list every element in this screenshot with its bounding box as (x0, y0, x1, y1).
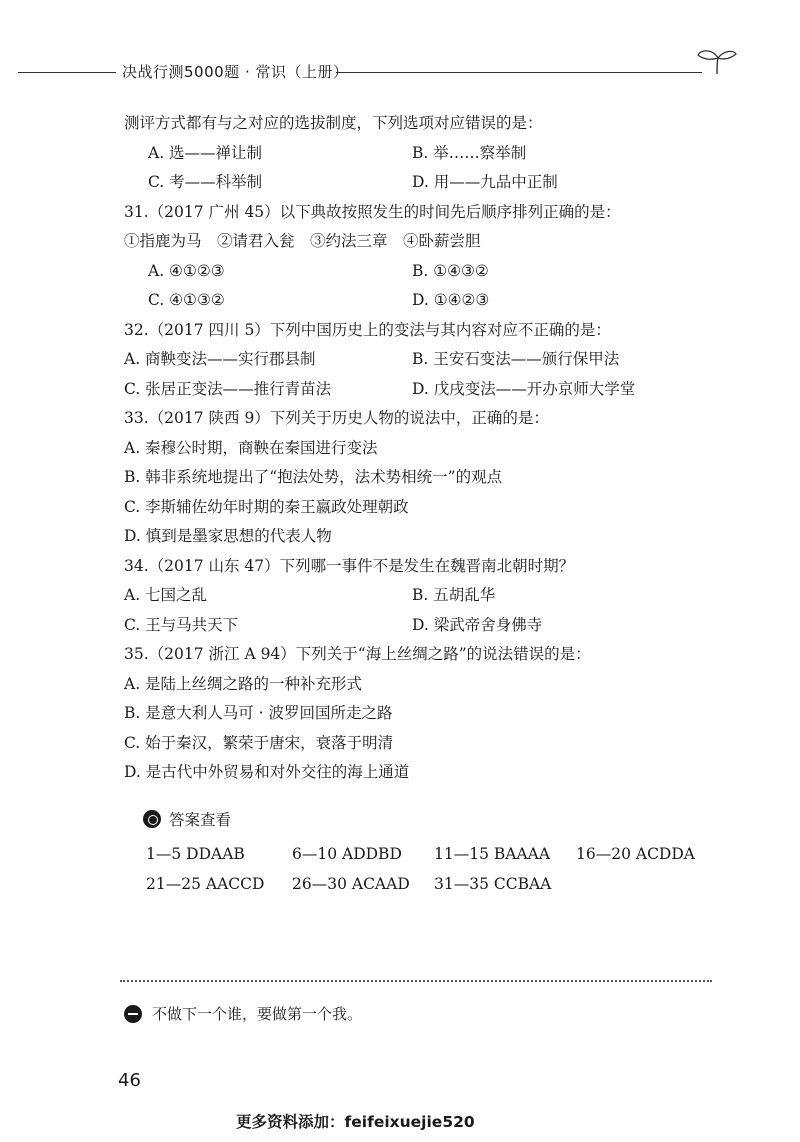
text-line (124, 758, 724, 788)
line-text: B. 韩非系统地提出了“抱法处势，法术势相统一”的观点 (124, 468, 503, 486)
line-text: D. 慎到是墨家思想的代表人物 (124, 527, 332, 545)
option-row (124, 139, 724, 169)
line-text: A. 秦穆公时期，商鞅在秦国进行变法 (124, 438, 378, 457)
line-text: C. 李斯辅佐幼年时期的秦王嬴政处理朝政 (124, 497, 409, 516)
text-line (124, 198, 724, 228)
option-left: C. ④①③② (148, 291, 225, 309)
option-right: B. ①④③② (412, 261, 489, 280)
motto: 不做下一个谁，要做第一个我。 (124, 1003, 362, 1024)
line-text: 测评方式都有与之对应的选拔制度，下列选项对应错误的是： (124, 114, 543, 132)
answer-group: 1—5 DDAAB (146, 845, 245, 863)
text-line (124, 522, 724, 552)
motto-bullet-icon (124, 1005, 142, 1023)
option-right: B. 王安石变法——颁行保甲法 (412, 350, 620, 368)
option-row (124, 345, 724, 375)
line-text: A. 是陆上丝绸之路的一种补充形式 (124, 674, 363, 693)
answer-group: 31—35 CCBAA (434, 875, 552, 893)
answer-group: 11—15 BAAAA (434, 845, 551, 863)
option-right: D. 梁武帝舍身佛寺 (412, 615, 543, 634)
text-line (124, 227, 724, 257)
option-left: C. 张居正变法——推行青苗法 (124, 379, 332, 398)
option-row (124, 257, 724, 287)
book-title: 决战行测5000题 · 常识（上册） (122, 63, 349, 81)
text-line (124, 316, 724, 346)
option-right: B. 举……察举制 (412, 143, 527, 162)
line-text: ①指鹿为马 ②请君入瓮 ③约法三章 ④卧薪尝胆 (124, 232, 481, 250)
sprout-icon (694, 46, 740, 76)
answer-group: 6—10 ADDBD (292, 845, 402, 863)
text-line (124, 109, 724, 139)
line-text: 34.（2017 山东 47）下列哪一事件不是发生在魏晋南北朝时期？ (124, 556, 575, 575)
option-right: D. 用——九品中正制 (412, 173, 558, 191)
text-line (124, 699, 724, 729)
text-line (124, 434, 724, 464)
text-line (124, 640, 724, 670)
option-row (124, 611, 724, 641)
option-row (124, 286, 724, 316)
line-text: 32.（2017 四川 5）下列中国历史上的变法与其内容对应不正确的是： (124, 320, 611, 339)
question-list (124, 109, 724, 788)
footer-note: 更多资料添加：feifeixuejie520 (236, 1113, 475, 1131)
line-text: C. 始于秦汉，繁荣于唐宋，衰落于明清 (124, 733, 394, 752)
option-right: D. ①④②③ (412, 291, 490, 309)
option-right: D. 戊戌变法——开办京师大学堂 (412, 379, 636, 398)
text-line (124, 729, 724, 759)
option-row (124, 168, 724, 198)
line-text: B. 是意大利人马可 · 波罗回国所走之路 (124, 704, 393, 722)
option-row (124, 581, 724, 611)
option-left: A. 七国之乱 (124, 586, 208, 604)
header-rule-left (18, 72, 116, 73)
option-left: C. 考——科举制 (148, 173, 263, 191)
page-number: 46 (118, 1070, 141, 1091)
line-text: 31.（2017 广州 45）以下典故按照发生的时间先后顺序排列正确的是： (124, 202, 621, 221)
text-line (124, 404, 724, 434)
option-left: C. 王与马共天下 (124, 615, 239, 634)
answer-group: 21—25 AACCD (146, 875, 265, 893)
line-text: D. 是古代中外贸易和对外交往的海上通道 (124, 763, 410, 781)
answer-group: 16—20 ACDDA (576, 845, 695, 863)
text-line (124, 463, 724, 493)
answer-bullet-icon (143, 810, 161, 828)
option-row (124, 375, 724, 405)
option-left: A. 选——禅让制 (148, 143, 263, 162)
dotted-divider (120, 980, 712, 982)
line-text: 35.（2017 浙江 A 94）下列关于“海上丝绸之路”的说法错误的是： (124, 645, 591, 663)
text-line (124, 670, 724, 700)
running-header (18, 58, 718, 88)
line-text: 33.（2017 陕西 9）下列关于历史人物的说法中，正确的是： (124, 409, 549, 427)
text-line (124, 493, 724, 523)
answer-group: 26—30 ACAAD (292, 875, 410, 893)
option-right: B. 五胡乱华 (412, 586, 496, 604)
header-rule-right (336, 72, 702, 73)
option-left: A. ④①②③ (148, 261, 225, 280)
option-left: A. 商鞅变法——实行郡县制 (124, 350, 316, 368)
answers-heading: 答案查看 (143, 808, 231, 830)
text-line (124, 552, 724, 582)
